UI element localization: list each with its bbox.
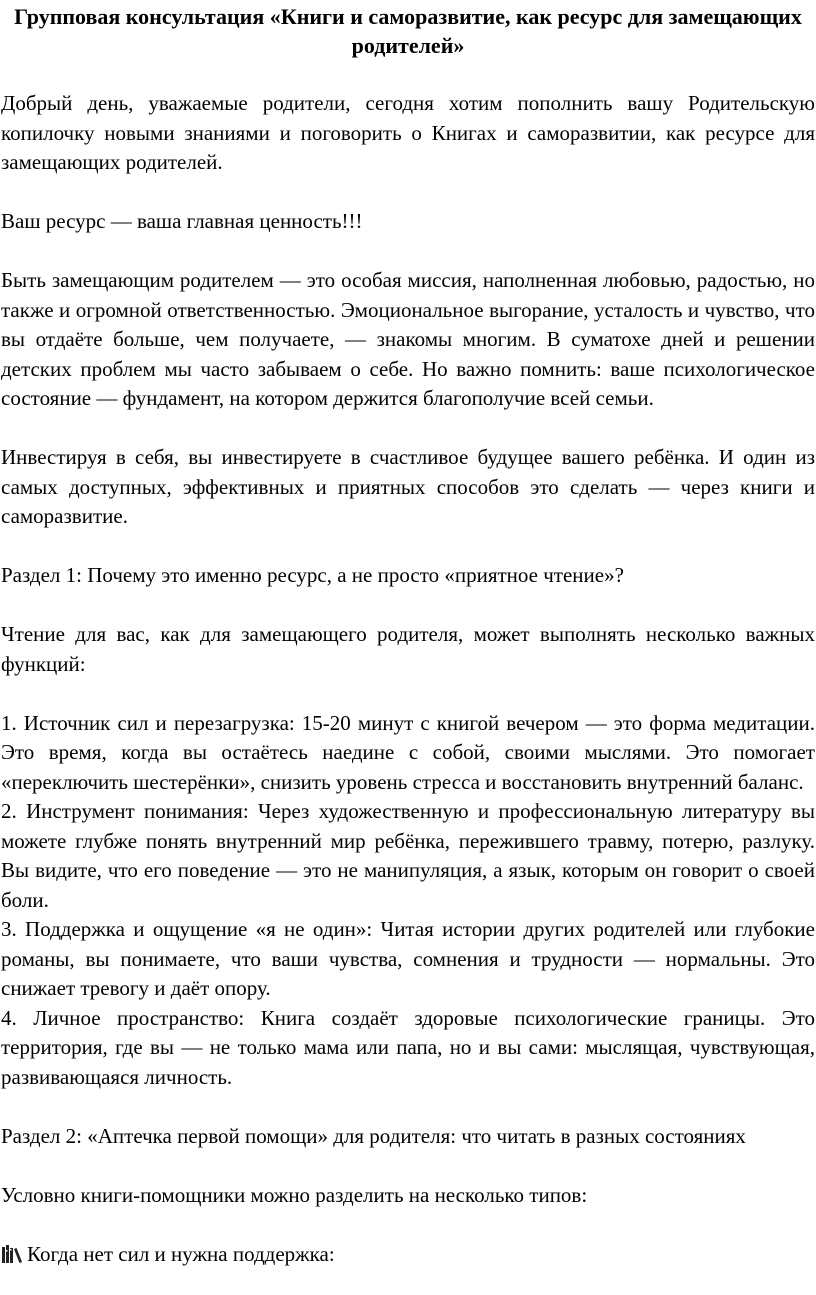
document-title: Групповая консультация «Книги и саморазвитие, как ресурс для замещающих родителей» bbox=[14, 4, 802, 58]
function-item-4: 4. Личное пространство: Книга создаёт здоровые психологические границы. Это территория, где вы — не только мама или папа, но и вы сами: мыслящая, чувствующая, развивающаяся личность. bbox=[1, 1005, 815, 1089]
section1-heading: Раздел 1: Почему это именно ресурс, а не просто «приятное чтение»? bbox=[1, 563, 624, 587]
books-icon bbox=[1, 1243, 23, 1263]
section2-heading: Раздел 2: «Аптечка первой помощи» для родителя: что читать в разных состояниях bbox=[1, 1123, 746, 1148]
section1-intro: Чтение для вас, как для замещающего родителя, может выполнять несколько важных функций: bbox=[1, 622, 815, 676]
invest-paragraph: Инвестируя в себя, вы инвестируете в счастливое будущее вашего ребёнка. И один из самых доступных, эффективных и приятных способов это сделать — через книги и саморазвитие. bbox=[1, 445, 815, 528]
section2-intro: Условно книги-помощники можно разделить на несколько типов: bbox=[1, 1182, 588, 1207]
subsection1-heading: Когда нет сил и нужна поддержка: bbox=[27, 1241, 335, 1266]
subsection1-heading-row bbox=[1, 1240, 815, 1270]
function-item-1: 1. Источник сил и перезагрузка: 15-20 минут с книгой вечером — это форма медитации. Это время, когда вы остаётесь наедине с собой, своими мыслями. Это помогает «переключить шестерёнки», снизить уровень стресса и восстановить внутренний баланс. bbox=[1, 710, 815, 794]
function-item-2: 2. Инструмент понимания: Через художественную и профессиональную литературу вы можете глубже понять внутренний мир ребёнка, пережившего травму, потерю, разлуку. Вы видите, что его поведение — это не манипуляция, а язык, которым он говорит о своей боли. bbox=[1, 799, 815, 912]
function-item-3: 3. Поддержка и ощущение «я не один»: Читая истории других родителей или глубокие романы, вы понимаете, что ваши чувства, сомнения и трудности — нормальны. Это снижает тревогу и даёт опору. bbox=[1, 917, 815, 1000]
mission-paragraph: Быть замещающим родителем — это особая миссия, наполненная любовью, радостью, но также и огромной ответственностью. Эмоциональное выгорание, усталость и чувство, что вы отдаёте больше, чем получаете, — знакомы многим. В суматохе дней и решении детских проблем мы часто забываем о себе. Но важно помнить: ваше психологическое состояние — фундамент, на котором держится благополучие всей семьи. bbox=[1, 268, 815, 410]
intro-paragraph: Добрый день, уважаемые родители, сегодня хотим пополнить вашу Родительскую копилочку новыми знаниями и поговорить о Книгах и саморазвитии, как ресурсе для замещающих родителей. bbox=[1, 91, 815, 174]
resource-line: Ваш ресурс — ваша главная ценность!!! bbox=[1, 209, 363, 233]
